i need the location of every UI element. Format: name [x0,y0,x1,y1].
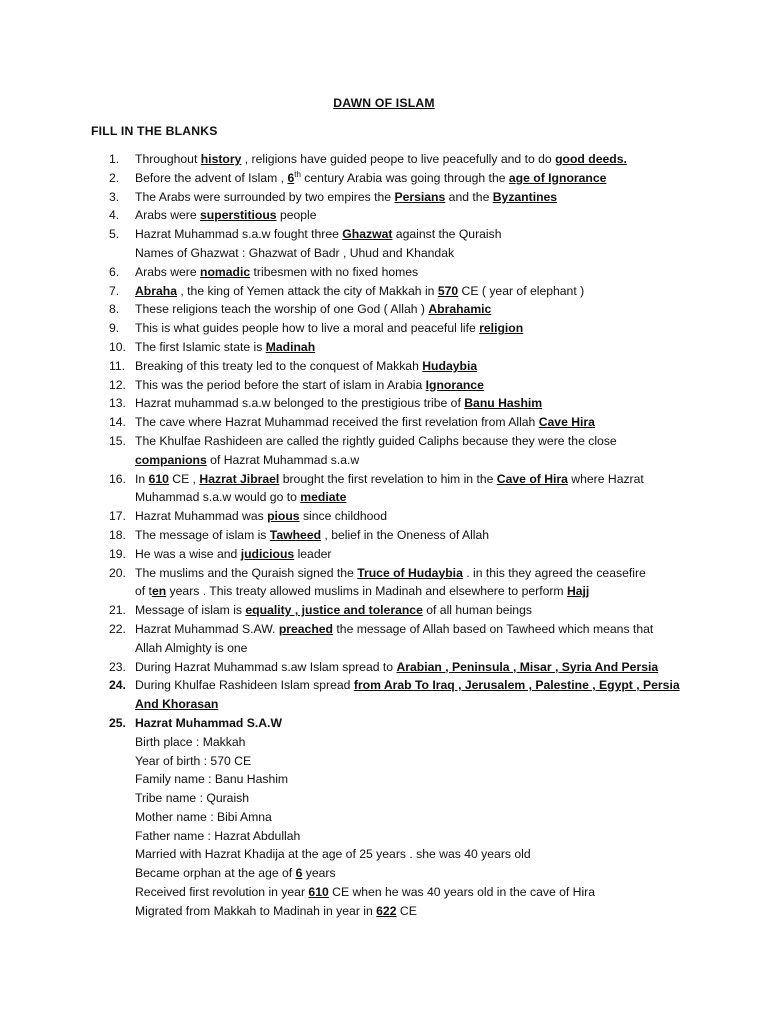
answer-text: superstitious [200,208,277,223]
item-text: years [302,866,336,881]
item-line [135,507,708,526]
item-line [135,244,708,263]
item-text: th [294,169,301,179]
item-number: 13. [109,396,126,411]
item-number: 10. [109,339,126,354]
item-text: Mother name : Bibi Amna [135,809,272,824]
list-item [0,319,768,338]
item-text: of Hazrat Muhammad s.a.w [206,452,360,467]
item-line [135,639,708,658]
item-number: 12. [109,377,126,392]
item-line [135,770,708,789]
answer-text: Ignorance [425,377,484,392]
item-text: Muhammad s.a.w would go to [135,490,301,505]
answer-text: 6 [287,170,295,185]
item-text: , the king of Yemen attack the city of Makkah in [177,283,438,298]
item-line [135,902,708,921]
item-line [135,432,708,451]
item-text: Birth place : Makkah [135,734,246,749]
item-text: Arabs were [135,208,201,223]
item-text: Arabs were [135,264,201,279]
list-item [0,470,768,508]
answer-text: Hazrat Jibrael [199,471,280,486]
list-item [0,225,768,263]
item-line [135,864,708,883]
answer-text: Banu Hashim [464,396,543,411]
answer-text: history [200,152,242,166]
item-text: The message of islam is [135,527,270,542]
answer-text: 6 [295,866,303,881]
item-line [135,282,708,301]
item-text: The Khulfae Rashideen are called the rightly guided Caliphs because they were the close [135,433,617,448]
list-item [0,394,768,413]
item-number: 16. [109,471,126,486]
item-text: Throughout [135,152,201,166]
item-number: 14. [109,415,126,430]
item-line [135,827,708,846]
item-number: 5. [109,227,120,242]
list-item [0,263,768,282]
document-title: DAWN OF ISLAM [333,96,435,110]
answer-text: age of Ignorance [508,170,607,185]
item-text: The Arabs were surrounded by two empires the [135,189,395,204]
item-number: 1. [109,152,120,166]
item-text: Allah Almighty is one [135,640,248,655]
item-text: This is what guides people how to live a moral and peaceful life [135,321,480,336]
item-text: leader [294,546,332,561]
item-line [135,601,708,620]
item-line [135,188,708,207]
item-line [135,488,708,507]
answer-text: mediate [300,490,347,505]
item-text: CE when he was 40 years old in the cave of Hira [328,885,595,900]
list-item [0,564,768,602]
item-text: Year of birth : 570 CE [135,753,252,768]
item-number: 21. [109,603,126,618]
item-text: of all human beings [422,603,532,618]
answer-text: Ghazwat [342,227,393,242]
question-list [0,150,768,921]
item-text: Names of Ghazwat : Ghazwat of Badr , Uhud and Khandak [135,245,455,260]
item-text: The first Islamic state is [135,339,266,354]
answer-text: Hajj [566,584,590,599]
item-text: The muslims and the Quraish signed the [135,565,358,580]
item-text: Tribe name : Quraish [135,791,250,806]
item-line [135,206,708,225]
item-line [135,319,708,338]
item-text: This was the period before the start of islam in Arabia [135,377,426,392]
item-number: 3. [109,189,120,204]
item-text: In [135,471,149,486]
answer-text: Truce of Hudaybia [357,565,463,580]
item-text: Before the advent of Islam , [135,170,288,185]
item-text: Married with Hazrat Khadija at the age of 25 years . she was 40 years old [135,847,531,862]
list-item [0,376,768,395]
answer-text: from Arab To Iraq , Jerusalem , Palestine , Egypt , Persia [353,678,680,693]
item-text: , belief in the Oneness of Allah [321,527,490,542]
item-text: The cave where Hazrat Muhammad received the first revelation from Allah [135,415,539,430]
item-line [135,300,708,319]
answer-text: Tawheed [269,527,322,542]
item-line [135,714,708,733]
answer-text: judicious [240,546,295,561]
list-item [0,300,768,319]
item-text: Message of islam is [135,603,246,618]
item-line [135,752,708,771]
list-item [0,413,768,432]
item-text: Migrated from Makkah to Madinah in year in [135,903,377,918]
list-item [0,526,768,545]
item-line [135,676,708,695]
answer-text: religion [479,321,524,336]
answer-text: pious [267,509,300,524]
list-item [0,601,768,620]
item-line [135,526,708,545]
item-number: 20. [109,565,126,580]
item-text: During Hazrat Muhammad s.aw Islam spread to [135,659,397,674]
item-line [135,620,708,639]
item-line [135,263,708,282]
list-item [0,507,768,526]
item-text: , religions have guided peope to live peacefully and to do [241,152,556,166]
item-number: 9. [109,321,120,336]
item-line [135,733,708,752]
answer-text: Cave of Hira [496,471,568,486]
item-text: against the Quraish [392,227,502,242]
item-text: Family name : Banu Hashim [135,772,289,787]
list-item [0,357,768,376]
answer-text: 610 [148,471,169,486]
list-item [0,545,768,564]
list-item [0,338,768,357]
answer-text: Byzantines [492,189,558,204]
list-item [0,169,768,188]
item-text: Father name : Hazrat Abdullah [135,828,301,843]
item-number: 25. [109,715,126,730]
answer-text: 610 [308,885,329,900]
item-number: 7. [109,283,120,298]
list-item [0,432,768,470]
item-text: CE [396,903,417,918]
item-text: Received first revolution in year [135,885,309,900]
item-number: 18. [109,527,126,542]
answer-text: preached [278,621,334,636]
item-text: the message of Allah based on Tawheed which means that [333,621,654,636]
item-text: Hazrat muhammad s.a.w belonged to the prestigious tribe of [135,396,465,411]
item-line [135,582,708,601]
item-text: century Arabia was going through the [300,170,509,185]
list-item [0,188,768,207]
item-text: He was a wise and [135,546,241,561]
item-text: of t [135,584,152,599]
item-line [135,695,708,714]
item-line [135,845,708,864]
item-text: CE , [168,471,200,486]
list-item [0,206,768,225]
item-line [135,808,708,827]
item-text: These religions teach the worship of one God ( Allah ) [135,302,429,317]
item-line [135,470,708,489]
item-line [135,545,708,564]
item-line [135,338,708,357]
item-number: 6. [109,264,120,279]
item-line [135,413,708,432]
answer-text: And Khorasan [135,697,219,712]
item-text: where Hazrat [567,471,644,486]
answer-text: 622 [376,903,397,918]
list-item [0,150,768,169]
item-number: 22. [109,621,126,636]
item-number: 11. [109,358,126,373]
item-text: Hazrat Muhammad was [135,509,268,524]
list-item [0,676,768,714]
answer-text: Abrahamic [428,302,492,317]
answer-text: Arabian , Peninsula , Misar , Syria And Persia [396,659,659,674]
item-text: since childhood [299,509,387,524]
answer-text: en [151,584,167,599]
item-text: brought the first revelation to him in the [279,471,497,486]
item-text: Hazrat Muhammad s.a.w fought three [135,227,343,242]
item-line [135,169,708,188]
item-line [135,789,708,808]
item-text: During Khulfae Rashideen Islam spread [135,678,354,693]
item-text: Became orphan at the age of [135,866,296,881]
item-line [135,451,708,470]
answer-text: Abraha [135,283,177,298]
item-number: 19. [109,546,126,561]
item-number: 4. [109,208,120,223]
answer-text: Persians [394,189,446,204]
answer-text: equality , justice and tolerance [245,603,423,618]
item-number: 2. [109,170,120,185]
list-item [0,658,768,677]
item-line [135,150,708,169]
item-text: Hazrat Muhammad S.A.W [135,715,282,730]
item-line [135,357,708,376]
answer-text: Hudaybia [422,358,478,373]
item-text: . in this they agreed the ceasefire [462,565,646,580]
answer-text: companions [135,452,207,467]
answer-text: Madinah [265,339,316,354]
item-text: CE ( year of elephant ) [458,283,585,298]
item-text: people [276,208,317,223]
item-text: Breaking of this treaty led to the conquest of Makkah [135,358,423,373]
item-number: 23. [109,659,126,674]
item-number: 8. [109,302,120,317]
list-item [0,282,768,301]
item-line [135,376,708,395]
item-line [135,883,708,902]
item-text: years . This treaty allowed muslims in Madinah and elsewhere to perform [166,584,567,599]
section-heading: FILL IN THE BLANKS [91,124,218,138]
item-line [135,564,708,583]
item-line [135,394,708,413]
item-number: 24. [109,678,126,693]
item-text: Hazrat Muhammad S.AW. [135,621,279,636]
item-line [135,225,708,244]
list-item [0,620,768,658]
answer-text: nomadic [200,264,251,279]
answer-text: Cave Hira [538,415,595,430]
answer-text: good deeds. [555,152,627,166]
item-line [135,658,708,677]
item-text: tribesmen with no fixed homes [250,264,419,279]
item-number: 17. [109,509,126,524]
answer-text: 570 [437,283,459,298]
item-number: 15. [109,433,126,448]
list-item [0,714,768,921]
item-text: and the [445,189,493,204]
